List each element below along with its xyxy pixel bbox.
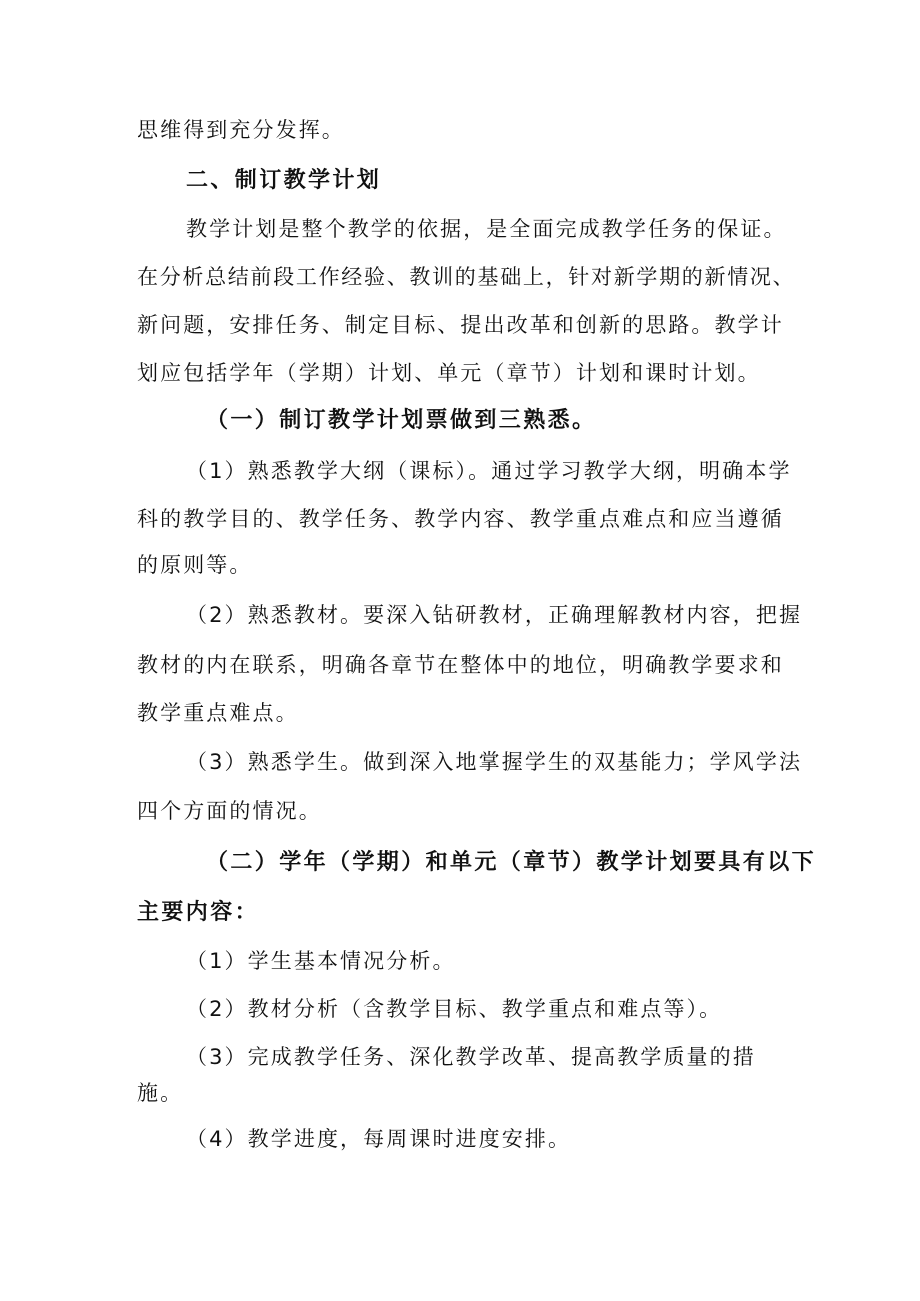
paragraph-line: 施。 [137,1081,184,1105]
list-item: （4）教学进度，每周课时进度安排。 [186,1127,572,1151]
paragraph-line: 科的教学目的、教学任务、教学内容、教学重点难点和应当遵循 [137,507,784,531]
list-item: （1）学生基本情况分析。 [186,949,456,973]
section-heading: 二、制订教学计划 [186,168,382,193]
list-item: （2）教材分析（含教学目标、教学重点和难点等）。 [186,997,723,1021]
paragraph-line: 教学重点难点。 [137,701,299,725]
list-item: （2）熟悉教材。要深入钻研教材，正确理解教材内容，把握 [186,603,803,627]
paragraph-line: 四个方面的情况。 [137,799,322,823]
paragraph-line: 教学计划是整个教学的依据，是全面完成教学任务的保证。 [186,217,787,241]
list-item: （1）熟悉教学大纲（课标）。通过学习教学大纲，明确本学 [186,459,792,483]
paragraph-line: 划应包括学年（学期）计划、单元（章节）计划和课时计划。 [137,361,761,385]
subsection-heading-continued: 主要内容： [137,900,260,925]
paragraph-line: 的原则等。 [137,553,253,577]
subsection-heading: （二）学年（学期）和单元（章节）教学计划要具有以下 [206,850,817,875]
list-item: （3）熟悉学生。做到深入地掌握学生的双基能力；学风学法 [186,750,803,774]
list-item: （3）完成教学任务、深化教学改革、提高教学质量的措 [186,1045,756,1069]
paragraph-line: 教材的内在联系，明确各章节在整体中的地位，明确教学要求和 [137,653,784,677]
paragraph-line: 在分析总结前段工作经验、教训的基础上，针对新学期的新情况、 [137,265,796,289]
subsection-heading: （一）制订教学计划票做到三熟悉。 [206,408,597,433]
paragraph-line: 思维得到充分发挥。 [137,118,345,142]
paragraph-line: 新问题，安排任务、制定目标、提出改革和创新的思路。教学计 [137,313,784,337]
